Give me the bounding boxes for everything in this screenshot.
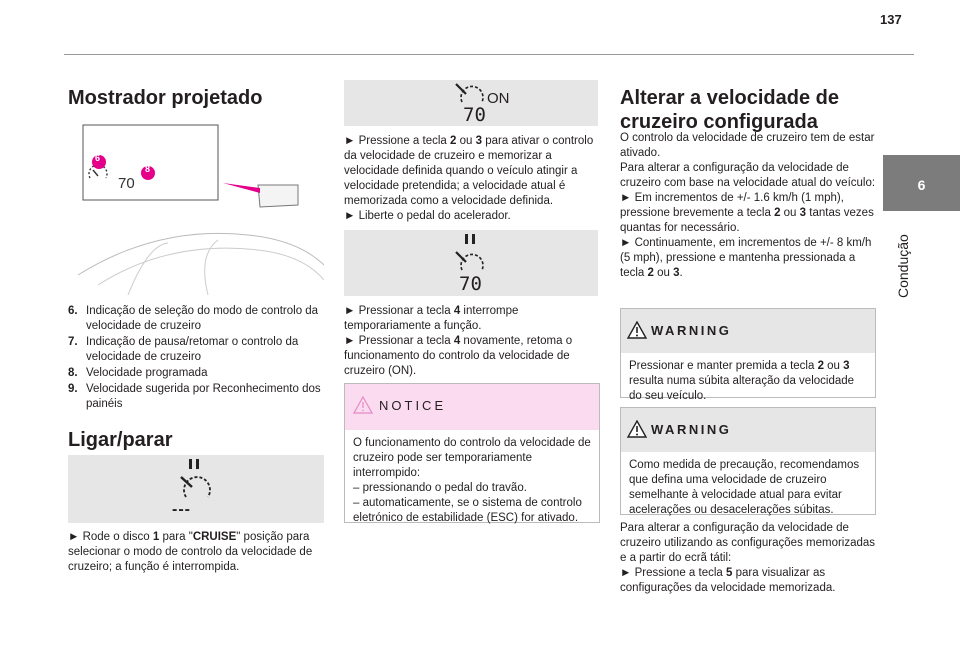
legend-list (68, 304, 326, 413)
callout-8: 8 (145, 164, 151, 174)
paragraph-activate: ► Pressione a tecla 2 ou 3 para ativar o controlo da velocidade de cruzeiro e memorizar a velocidade definida quando o veículo atingir a velocidade pretendida; a velocidade atual é memorizada como a velocidade definida. ► Liberte o pedal do acelerador. (344, 135, 594, 222)
heading-on-off: Ligar/parar (68, 429, 173, 451)
change-speed-text: O controlo da velocidade de cruzeiro tem de estar ativado. Para alterar a configuração da velocidade de cruzeiro com base na velocidade atual do veículo: ► Em incrementos de +/- 1.6 km/h (1 mph), pressione brevemente a tecla 2 ou 3 tantas vezes quantas for necessário. ► Continuamente, em incrementos de +/- 8 km/h (5 mph), pressione e mantenha pressionada a tecla 2 ou 3. (620, 132, 876, 279)
list-item: 6. Indicação de seleção do modo de controlo da velocidade de cruzeiro (68, 305, 319, 332)
pause-speed-icon-panel (344, 230, 598, 296)
set-speed-display: 70 (463, 104, 486, 126)
warning-title: WARNING (651, 323, 732, 338)
head-up-display-diagram (68, 115, 324, 295)
heading-change-speed: Alterar a velocidade de cruzeiro configurada (620, 87, 839, 133)
notice-title: NOTICE (379, 398, 447, 413)
page-number: 137 (880, 12, 902, 27)
pause-icon-panel (68, 455, 324, 523)
cruise-pause-icon (68, 455, 324, 523)
warning-triangle-icon (627, 321, 647, 339)
diagram-speed: 70 (118, 175, 135, 192)
on-label: ON (487, 90, 510, 107)
notice-text: O funcionamento do controlo da velocidade de cruzeiro pode ser temporariamente interrompido: – pressionando o pedal do travão. – automaticamente, se o sistema de controlo eletrónico de estabilidade (ESC) for ativado. (353, 437, 591, 524)
warning-box-2 (620, 407, 876, 515)
warning-box-1 (620, 308, 876, 402)
list-item: 7. Indicação de pausa/retomar o controlo da velocidade de cruzeiro (68, 336, 299, 363)
notice-box (344, 383, 600, 523)
section-label-text: Condução (895, 234, 911, 298)
list-item: 8. Velocidade programada (68, 367, 208, 379)
warning-header (621, 408, 875, 452)
memorized-settings-text: Para alterar a configuração da velocidade de cruzeiro utilizando as configurações memorizadas e a partir do ecrã tátil: ► Pressione a tecla 5 para visualizar as configurações da velocidade memorizada. (620, 522, 876, 594)
paragraph-rotate-dial: ► Rode o disco 1 para "CRUISE" posição para selecionar o modo de controlo da velocidade de cruzeiro; a função é interrompida. (68, 531, 313, 573)
section-tab[interactable]: 6 (883, 155, 960, 211)
warning-header (621, 309, 875, 353)
notice-header (345, 384, 599, 430)
diagram-svg (68, 115, 324, 295)
paused-speed-display: 70 (459, 273, 482, 295)
list-item: 9. Velocidade sugerida por Reconhecimento dos painéis (68, 383, 321, 410)
on-icon-panel (344, 80, 598, 126)
header-divider (64, 54, 914, 55)
heading-projected-display: Mostrador projetado (68, 87, 263, 109)
dash-indicator: --- (172, 501, 191, 518)
warning-triangle-icon (627, 420, 647, 438)
callout-6: 6 (95, 153, 101, 163)
paragraph-pause: ► Pressionar a tecla 4 interrompe temporariamente a função. ► Pressionar a tecla 4 novamente, retoma o funcionamento do controlo da velocidade de cruzeiro (ON). (344, 305, 573, 377)
warning-text: Pressionar e manter premida a tecla 2 ou 3 resulta numa súbita alteração da velocidade do seu veículo. (629, 360, 855, 402)
notice-triangle-icon (353, 396, 373, 414)
section-label (895, 218, 913, 298)
warning-title: WARNING (651, 422, 732, 437)
warning-text: Como medida de precaução, recomendamos que defina uma velocidade de cruzeiro semelhante à velocidade atual para evitar acelerações ou desacelerações súbitas. (629, 459, 860, 516)
